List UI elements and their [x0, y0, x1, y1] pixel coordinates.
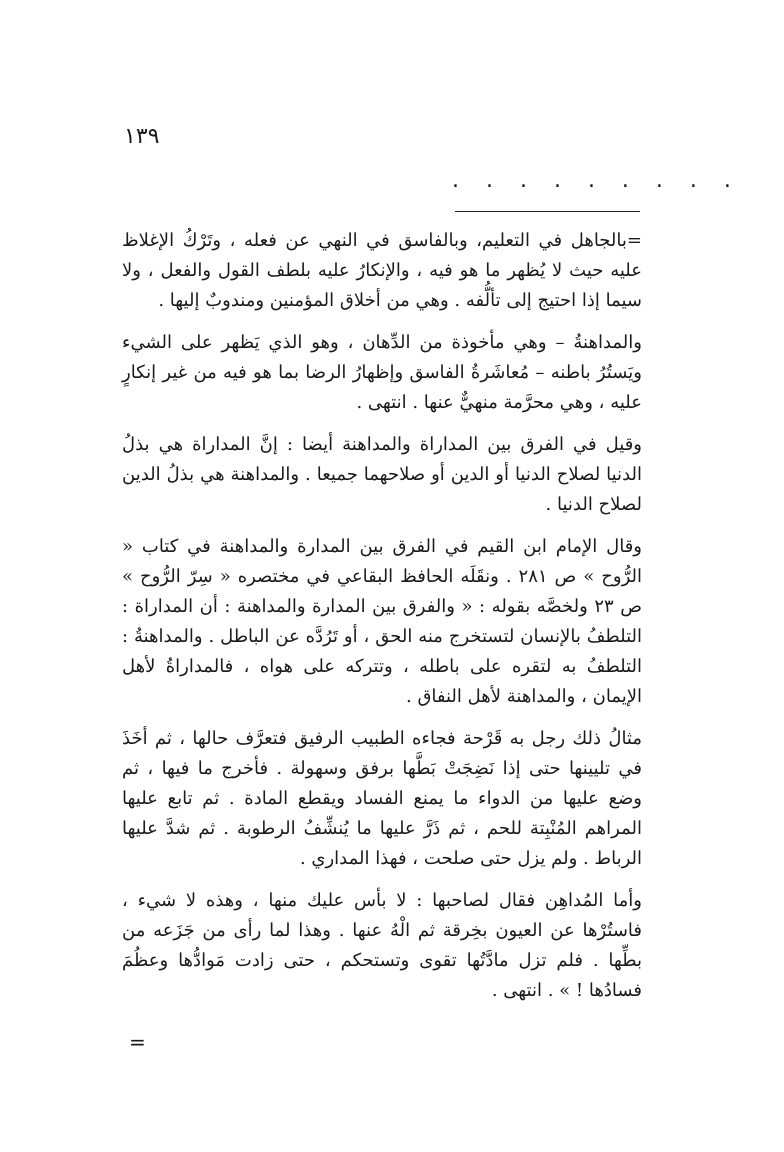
paragraph-6: وأما المُداهِن فقال لصاحبها : لا بأس عليك منها ، وهذه لا شيء ، فاستُرْها عن العيون بخِرقة ثم الْهُ عنها . وهذا لما رأى من جَزَعه من بطِّها . فلم تزل مادَّتُها تقوى وتستحكم ، حتى زادت مَوادُّها وعظُمَ فسادُها ! » . انتهى .: [122, 890, 642, 1001]
continuation-mark: =: [129, 1030, 146, 1054]
footnote-rule: [455, 211, 640, 212]
paragraph-4: وقال الإمام ابن القيم في الفرق بين المدارة والمداهنة في كتاب « الرُّوح » ص ٢٨١ . ونقَلَه الحافظ البقاعي في مختصره « سِرّ الرُّوح » ص ٢٣ ولخصَّه بقوله : « والفرق بين المدارة والمداهنة : أن المداراة : التلطفُ بالإنسان لتستخرج منه الحق ، أو تَرُدَّه عن الباطل . والمداهنةُ : التلطفُ به لتقره على باطله ، وتتركه على هواه ، فالمداراةُ لأهل الإيمان ، والمداهنة لأهل النفاق .: [122, 536, 643, 707]
paragraph-1: =بالجاهل في التعليم، وبالفاسق في النهي عن فعله ، وتَرْكُ الإغلاظ عليه حيث لا يُظهر ما هو فيه ، والإنكارُ عليه بلطف القول والفعل ، ولا سيما إذا احتيج إلى تألُّفه . وهي من أخلاق المؤمنين ومندوبٌ إليها .: [122, 230, 642, 311]
paragraph-3: وقيل في الفرق بين المداراة والمداهنة أيضا : إنَّ المداراة هي بذلُ الدنيا لصلاح الدنيا أو الدين أو صلاحهما جميعا . والمداهنة هي بذلُ الدين لصلاح الدنيا .: [122, 434, 642, 515]
separator-dots: . . . . . . . . .: [452, 168, 741, 193]
paragraph-5: مثالُ ذلك رجل به قَرْحة فجاءه الطبيب الرفيق فتعرَّف حالها ، ثم أخَذَ في تليينها حتى إذا نَضِجَتْ بَطَّها برفق وسهولة . فأخرج ما فيها ، ثم وضع عليها من الدواء ما يمنع الفساد ويقطع المادة . ثم تابع عليها المراهم المُنْبِتة للحم ، ثم ذَرَّ عليها ما يُنشِّفُ الرطوبة . ثم شدَّ عليها الرباط . ولم يزل حتى صلحت ، فهذا المداري .: [122, 728, 642, 869]
page-number: ١٣٩: [124, 124, 160, 149]
footnote-text-block: [122, 226, 642, 1018]
paragraph-2: والمداهنةُ – وهي مأخوذة من الدِّهان ، وهو الذي يَظهر على الشيء ويَستُرُ باطنه – مُعاشَرةُ الفاسق وإظهارُ الرضا بما هو فيه من غير إنكارٍ عليه ، وهي محرَّمة منهيٌّ عنها . انتهى .: [122, 332, 642, 413]
